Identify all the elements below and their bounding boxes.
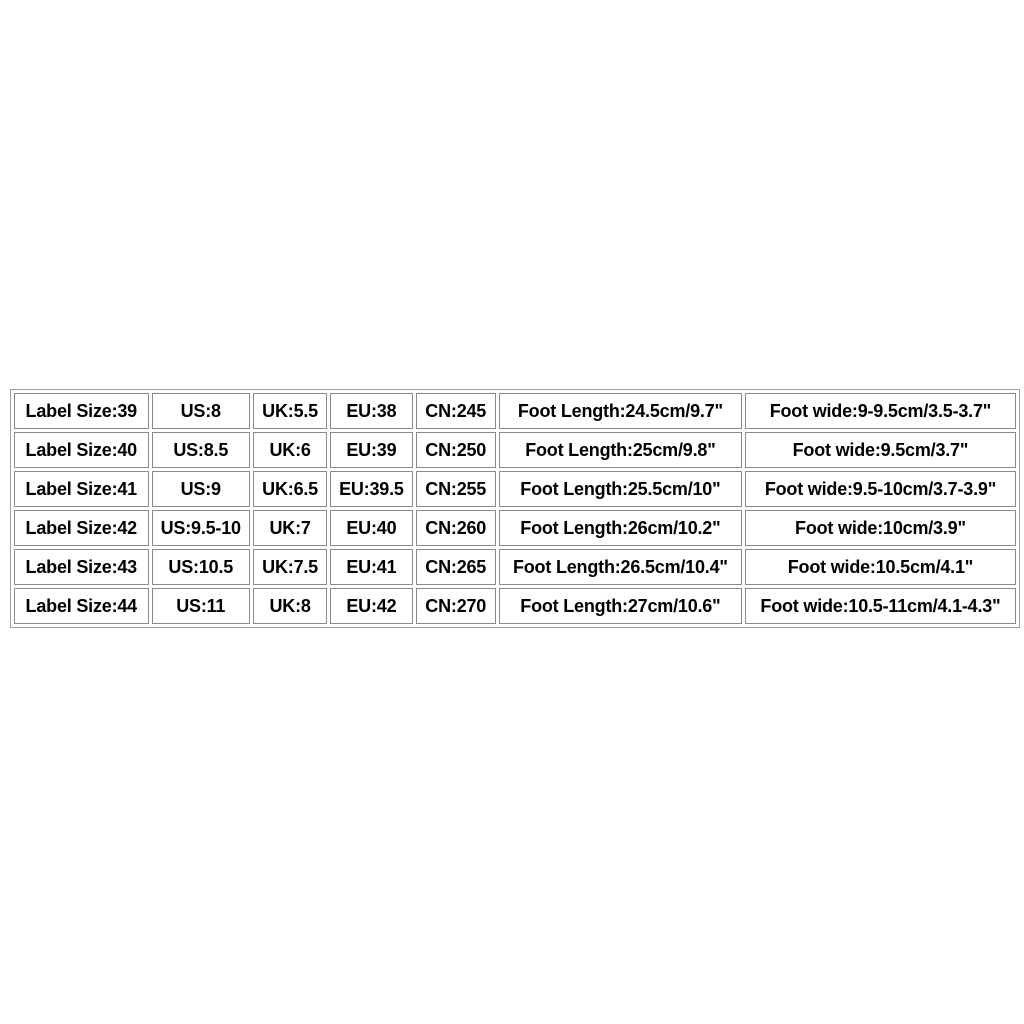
eu-size-cell: EU:38 <box>330 393 412 429</box>
uk-size-cell: UK:5.5 <box>253 393 327 429</box>
foot-length-cell: Foot Length:25.5cm/10" <box>499 471 742 507</box>
table-row <box>14 471 1016 507</box>
table-row <box>14 549 1016 585</box>
us-size-cell: US:9 <box>152 471 250 507</box>
foot-length-cell: Foot Length:24.5cm/9.7" <box>499 393 742 429</box>
table-row <box>14 432 1016 468</box>
cn-size-cell: CN:255 <box>416 471 496 507</box>
uk-size-cell: UK:6.5 <box>253 471 327 507</box>
label-size-cell: Label Size:40 <box>14 432 149 468</box>
eu-size-cell: EU:41 <box>330 549 412 585</box>
foot-length-cell: Foot Length:27cm/10.6" <box>499 588 742 624</box>
table-row <box>14 393 1016 429</box>
size-chart-table <box>10 389 1020 628</box>
cn-size-cell: CN:245 <box>416 393 496 429</box>
label-size-cell: Label Size:41 <box>14 471 149 507</box>
cn-size-cell: CN:260 <box>416 510 496 546</box>
us-size-cell: US:10.5 <box>152 549 250 585</box>
us-size-cell: US:8 <box>152 393 250 429</box>
cn-size-cell: CN:270 <box>416 588 496 624</box>
foot-wide-cell: Foot wide:10cm/3.9" <box>745 510 1016 546</box>
cn-size-cell: CN:265 <box>416 549 496 585</box>
foot-length-cell: Foot Length:26cm/10.2" <box>499 510 742 546</box>
uk-size-cell: UK:7 <box>253 510 327 546</box>
eu-size-cell: EU:40 <box>330 510 412 546</box>
eu-size-cell: EU:39.5 <box>330 471 412 507</box>
uk-size-cell: UK:7.5 <box>253 549 327 585</box>
eu-size-cell: EU:42 <box>330 588 412 624</box>
label-size-cell: Label Size:39 <box>14 393 149 429</box>
us-size-cell: US:8.5 <box>152 432 250 468</box>
foot-wide-cell: Foot wide:9-9.5cm/3.5-3.7" <box>745 393 1016 429</box>
uk-size-cell: UK:8 <box>253 588 327 624</box>
foot-wide-cell: Foot wide:10.5-11cm/4.1-4.3" <box>745 588 1016 624</box>
label-size-cell: Label Size:44 <box>14 588 149 624</box>
label-size-cell: Label Size:43 <box>14 549 149 585</box>
table-row <box>14 588 1016 624</box>
foot-length-cell: Foot Length:25cm/9.8" <box>499 432 742 468</box>
cn-size-cell: CN:250 <box>416 432 496 468</box>
foot-wide-cell: Foot wide:9.5-10cm/3.7-3.9" <box>745 471 1016 507</box>
label-size-cell: Label Size:42 <box>14 510 149 546</box>
uk-size-cell: UK:6 <box>253 432 327 468</box>
us-size-cell: US:11 <box>152 588 250 624</box>
foot-wide-cell: Foot wide:10.5cm/4.1" <box>745 549 1016 585</box>
table-row <box>14 510 1016 546</box>
foot-wide-cell: Foot wide:9.5cm/3.7" <box>745 432 1016 468</box>
us-size-cell: US:9.5-10 <box>152 510 250 546</box>
foot-length-cell: Foot Length:26.5cm/10.4" <box>499 549 742 585</box>
eu-size-cell: EU:39 <box>330 432 412 468</box>
